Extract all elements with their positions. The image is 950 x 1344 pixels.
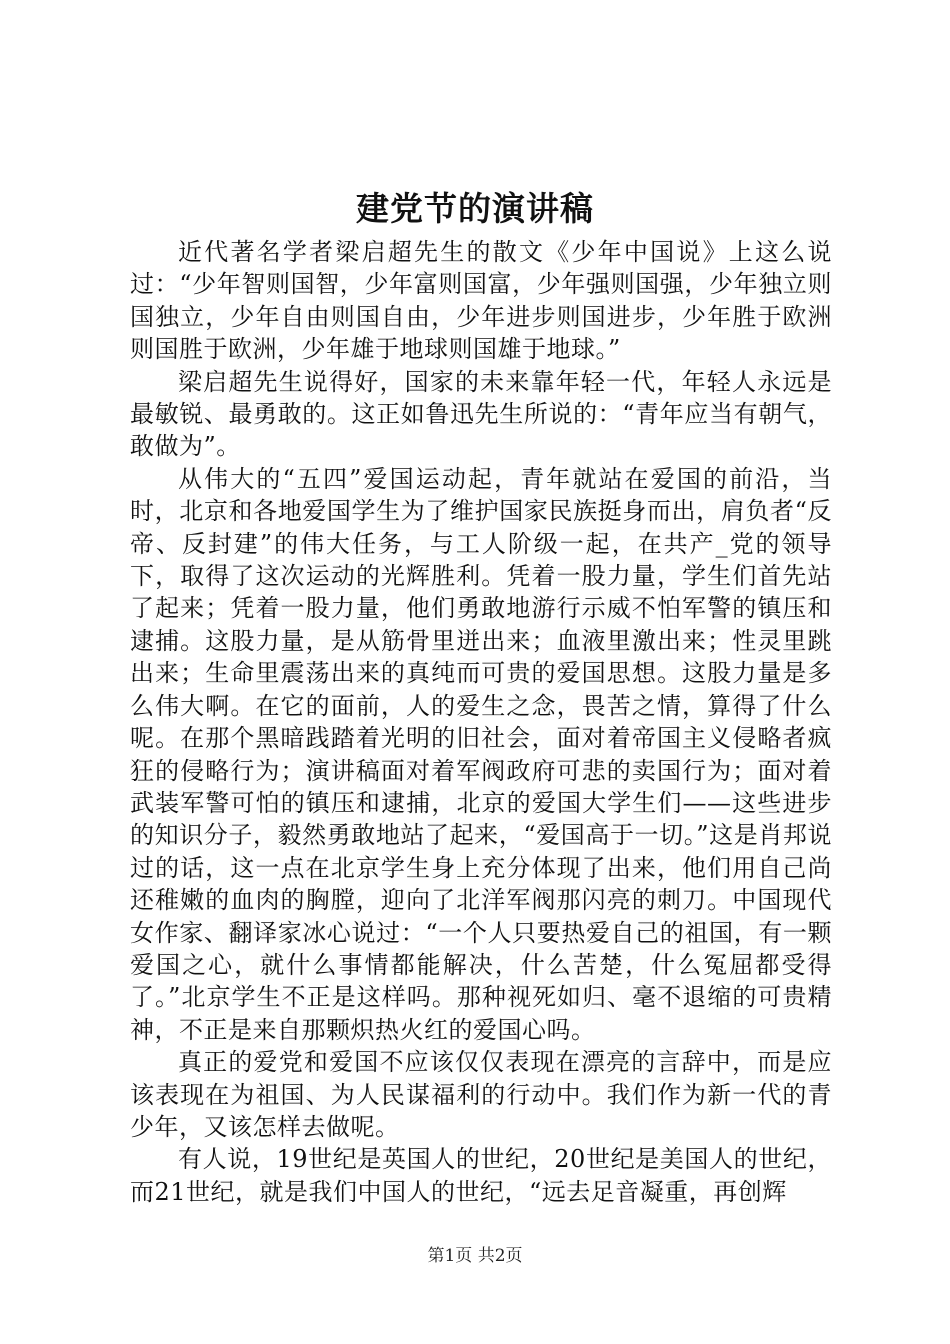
page-footer: 第1页 共2页 <box>427 1246 523 1266</box>
document-body <box>130 236 832 1208</box>
paragraph: 近代著名学者梁启超先生的散文《少年中国说》上这么说过：“少年智则国智，少年富则国富，少年强则国强，少年独立则国独立，少年自由则国自由，少年进步则国进步，少年胜于欧洲则国胜于欧洲，少年雄于地球则国雄于地球。” <box>130 238 832 364</box>
paragraph: 真正的爱党和爱国不应该仅仅表现在漂亮的言辞中，而是应该表现在为祖国、为人民谋福利的行动中。我们作为新一代的青少年，又该怎样去做呢。 <box>130 1048 832 1141</box>
paragraph: 从伟大的“五四”爱国运动起，青年就站在爱国的前沿，当时，北京和各地爱国学生为了维护国家民族挺身而出，肩负者“反帝、反封建”的伟大任务，与工人阶级一起，在共产_党的领导下，取得了这次运动的光辉胜利。凭着一股力量，学生们首先站了起来；凭着一股力量，他们勇敢地游行示威不怕军警的镇压和逮捕。这股力量，是从筋骨里迸出来；血液里激出来；性灵里跳出来；生命里震荡出来的真纯而可贵的爱国思想。这股力量是多么伟大啊。在它的面前，人的爱生之念，畏苦之情，算得了什么呢。在那个黑暗践踏着光明的旧社会，面对着帝国主义侵略者疯狂的侵略行为；演讲稿面对着军阀政府可悲的卖国行为；面对着武装军警可怕的镇压和逮捕，北京的爱国大学生们——这些进步的知识分子，毅然勇敢地站了起来，“爱国高于一切。”这是肖邦说过的话，这一点在北京学生身上充分体现了出来，他们用自己尚还稚嫩的血肉的胸膛，迎向了北洋军阀那闪亮的刺刀。中国现代女作家、翻译家冰心说过：“一个人只要热爱自己的祖国，有一颗爱国之心，就什么事情都能解决，什么苦楚，什么冤屈都受得了。”北京学生不正是这样吗。那种视死如归、毫不退缩的可贵精神，不正是来自那颗炽热火红的爱国心吗。 <box>130 464 832 1044</box>
paragraph: 梁启超先生说得好，国家的未来靠年轻一代，年轻人永远是最敏锐、最勇敢的。这正如鲁迅先生所说的：“青年应当有朝气，敢做为”。 <box>130 367 832 461</box>
page-title: 建党节的演讲稿 <box>356 189 594 228</box>
paragraph: 有人说，19世纪是英国人的世纪，20世纪是美国人的世纪，而21世纪，就是我们中国人的世纪，“远去足音凝重，再创辉 <box>130 1145 832 1206</box>
